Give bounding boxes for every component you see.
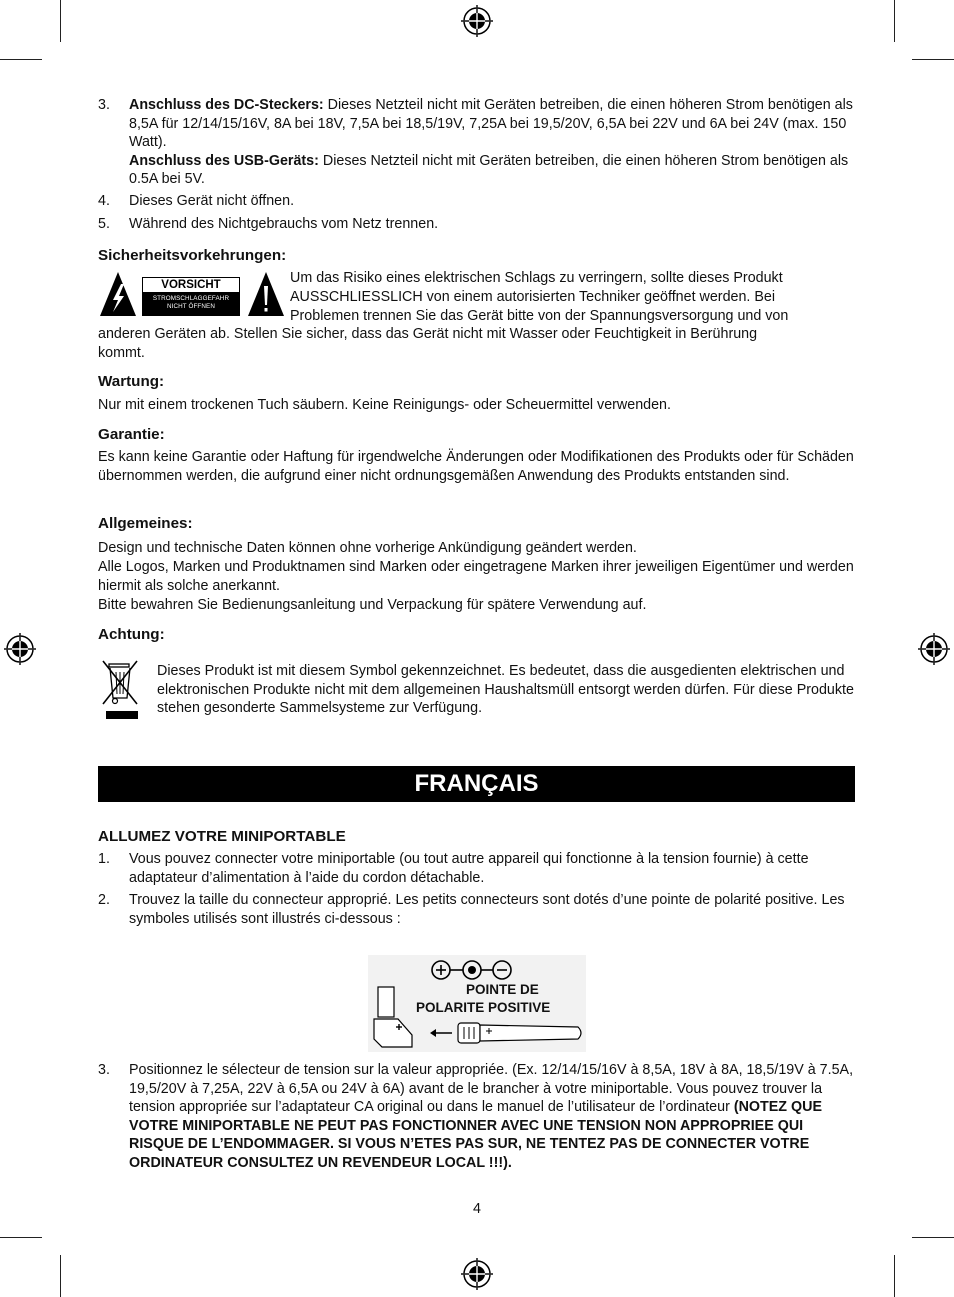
safety-heading: Sicherheitsvorkehrungen: bbox=[98, 247, 287, 264]
list-item-text: Dieses Gerät nicht öffnen. bbox=[129, 193, 295, 209]
polarity-symbol-icon bbox=[430, 958, 514, 982]
list-item bbox=[98, 96, 858, 189]
registration-mark-icon bbox=[460, 1257, 494, 1291]
voltage-warning: (NOTEZ QUE VOTRE MINIPORTABLE NE PEUT PAS FONCTIONNER AVEC UNE TENSION NON APPROPRIEE QUI RISQUE DE L’ENDOMMAGER. SI VOUS N’ETES PAS SUR, NE TENTEZ PAS DE CONNECTER VOTRE ORDINATEUR CONSULTEZ UN REVENDEUR LOCAL !!!). bbox=[129, 1099, 822, 1171]
caution-label-line2: NICHT ÖFFNEN bbox=[167, 303, 215, 310]
general-heading: Allgemeines: bbox=[98, 515, 193, 532]
polarity-figure bbox=[368, 955, 586, 1052]
crop-mark bbox=[912, 1237, 954, 1238]
list-item-text: Vous pouvez connecter votre miniportable (ou tout autre appareil qui fonctionne à la tension fournie) à cette adaptateur d’alimentation à l’aide du cordon détachable. bbox=[129, 851, 809, 886]
crop-mark bbox=[60, 1255, 61, 1297]
safety-text-line: Problemen trennen Sie das Gerät bitte von der Spannungsversorgung und von bbox=[290, 308, 789, 324]
attention-heading: Achtung: bbox=[98, 626, 165, 643]
crop-mark bbox=[0, 1237, 42, 1238]
weee-bin-icon bbox=[100, 658, 142, 720]
general-text: Alle Logos, Marken und Produktnamen sind Marken oder eingetragene Marken ihrer jeweiligen Eigentümer und werden hiermit als solche anerkannt. bbox=[98, 559, 854, 594]
safety-text-line: kommt. bbox=[98, 345, 145, 361]
fr-heading: ALLUMEZ VOTRE MINIPORTABLE bbox=[98, 828, 346, 845]
list-number: 1. bbox=[98, 851, 110, 867]
list-item-text: Trouvez la taille du connecteur approprié. Les petits connecteurs sont dotés d’une pointe de polarité positive. Les symboles utilisés sont illustrés ci-dessous : bbox=[129, 892, 845, 927]
crop-mark bbox=[60, 0, 61, 42]
warranty-text: Es kann keine Garantie oder Haftung für irgendwelche Änderungen oder Modifikationen des Produkts oder für Schäden übernommen werden, die aufgrund einer nicht ordnungsgemäßen Anwendung des Produkts entstanden sind. bbox=[98, 449, 854, 484]
list-number: 3. bbox=[98, 97, 110, 113]
safety-text-line: AUSSCHLIESSLICH von einem autorisierten Techniker geöffnet werden. Bei bbox=[290, 289, 776, 305]
maintenance-text: Nur mit einem trockenen Tuch säubern. Keine Reinigungs- oder Scheuermittel verwenden. bbox=[98, 397, 671, 413]
general-text: Bitte bewahren Sie Bedienungsanleitung und Verpackung für spätere Verwendung auf. bbox=[98, 597, 647, 613]
list-number: 5. bbox=[98, 216, 110, 232]
list-item-text: Während des Nichtgebrauchs vom Netz trennen. bbox=[129, 216, 439, 232]
crop-mark bbox=[894, 1255, 895, 1297]
list-number: 4. bbox=[98, 193, 110, 209]
list-number: 3. bbox=[98, 1062, 110, 1078]
dc-plug-icon bbox=[368, 985, 586, 1052]
general-text: Design und technische Daten können ohne vorherige Ankündigung geändert werden. bbox=[98, 540, 637, 556]
registration-mark-icon bbox=[460, 4, 494, 38]
figure-label-line2: POLARITE POSITIVE bbox=[416, 1000, 551, 1015]
crop-mark bbox=[0, 59, 42, 60]
list-number: 2. bbox=[98, 892, 110, 908]
safety-text-line: anderen Geräten ab. Stellen Sie sicher, dass das Gerät nicht mit Wasser oder Feuchtigkeit in Berührung bbox=[98, 326, 758, 342]
dc-connection-label: Anschluss des DC-Steckers: bbox=[129, 97, 324, 113]
registration-mark-icon bbox=[917, 632, 951, 666]
dc-connection-text: Anschluss des DC-Steckers: Dieses Netzteil nicht mit Geräten betreiben, die einen höheren Strom benötigen als 8,5A für 12/14/15/16V, 8A bei 18V, 7,5A bei 18,5/19V, 7,25A bei 19,5/20V, 6,5A bei 22V und 6A bei 24V (max. 150 Watt). bbox=[129, 97, 853, 150]
section-banner: FRANÇAIS bbox=[98, 766, 855, 802]
page-number: 4 bbox=[473, 1201, 481, 1217]
crop-mark bbox=[912, 59, 954, 60]
crop-mark bbox=[894, 0, 895, 42]
warranty-heading: Garantie: bbox=[98, 426, 165, 443]
list-item bbox=[98, 192, 858, 211]
attention-text: Dieses Produkt ist mit diesem Symbol gekennzeichnet. Es bedeutet, dass die ausgedienten elektrischen und elektronischen Produkte nicht mit dem allgemeinen Haushaltsmüll entsorgt werden dürfen. Für diese Produkte stehen gesonderte Sammelsysteme zur Verfügung. bbox=[157, 663, 854, 716]
safety-text-line: Um das Risiko eines elektrischen Schlags zu verringern, sollte dieses Produkt bbox=[290, 270, 783, 286]
list-item-text: Positionnez le sélecteur de tension sur la valeur appropriée. (Ex. 12/14/15/16V à 8,5A, 18V à 8A, 18,5/19V à 7.5A, 19,5/20V à 7,25A, 22V à 6,5A ou 24V à 6A) avant de le brancher à votre miniportable. Vous pouvez trouver la tension appropriée sur l’adaptateur CA original ou dans le manuel de l’utilisateur de l’ordinateur (NOTEZ QUE VOTRE MINIPORTABLE NE PEUT PAS FONCTIONNER AVEC UNE TENSION NON APPROPRIEE QUI RISQUE DE L’ENDOMMAGER. SI VOUS N’ETES PAS SUR, NE TENTEZ PAS DE CONNECTER VOTRE ORDINATEUR CONSULTEZ UN REVENDEUR LOCAL !!!). bbox=[129, 1062, 854, 1171]
list-item bbox=[98, 1061, 858, 1172]
caution-label bbox=[142, 277, 240, 316]
list-item bbox=[98, 215, 858, 234]
registration-mark-icon bbox=[3, 632, 37, 666]
usb-connection-text: Anschluss des USB-Geräts: Dieses Netzteil nicht mit Geräten betreiben, die einen höheren Strom benötigen als 0.5A bei 5V. bbox=[129, 152, 849, 187]
maintenance-heading: Wartung: bbox=[98, 373, 165, 390]
list-item bbox=[98, 850, 858, 887]
lightning-warning-icon bbox=[98, 270, 138, 318]
caution-label-title: VORSICHT bbox=[143, 278, 239, 292]
usb-connection-label: Anschluss des USB-Geräts: bbox=[129, 152, 319, 169]
list-item bbox=[98, 891, 858, 928]
caution-label-line1: STROMSCHLAGGEFAHR bbox=[152, 295, 230, 302]
figure-label-line1: POINTE DE bbox=[466, 982, 539, 997]
exclamation-warning-icon bbox=[246, 270, 286, 318]
